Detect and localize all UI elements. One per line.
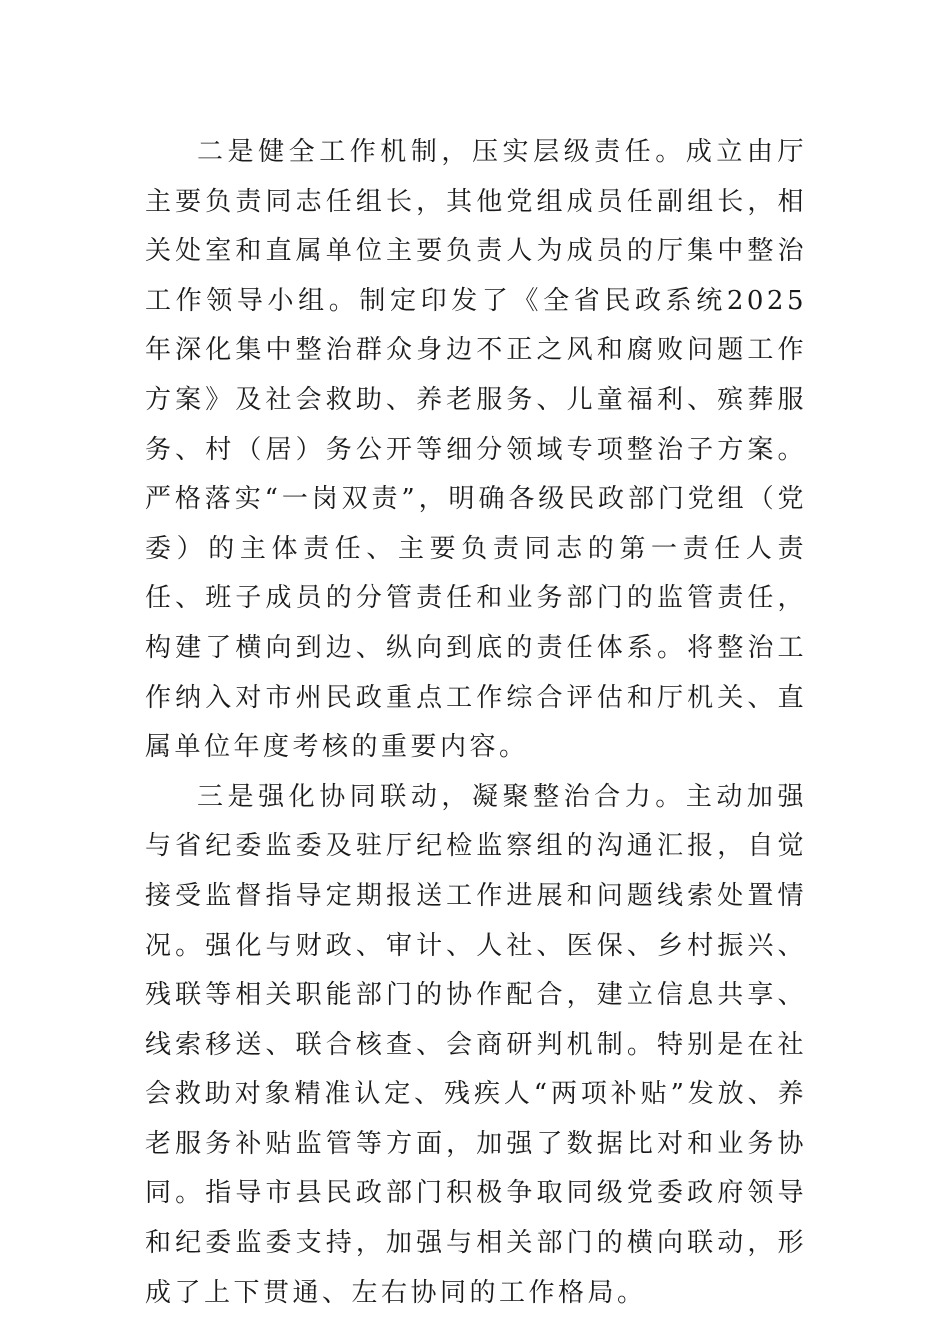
paragraph-coordination: 三是强化协同联动，凝聚整治合力。主动加强与省纪委监委及驻厅纪检监察组的沟通汇报，自觉接受监督指导定期报送工作进展和问题线索处置情况。强化与财政、审计、人社、医保、乡村振兴、残联等相关职能部门的协作配合，建立信息共享、线索移送、联合核查、会商研判机制。特别是在社会救助对象精准认定、残疾人“两项补贴”发放、养老服务补贴监管等方面，加强了数据比对和业务协同。指导市县民政部门积极争取同级党委政府领导和纪委监委支持，加强与相关部门的横向联动，形成了上下贯通、左右协同的工作格局。 [145, 781, 807, 1308]
paragraph-work-mechanism: 二是健全工作机制，压实层级责任。成立由厅主要负责同志任组长，其他党组成员任副组长，相关处室和直属单位主要负责人为成员的厅集中整治工作领导小组。制定印发了《全省民政系统2025年深化集中整治群众身边不正之风和腐败问题工作方案》及社会救助、养老服务、儿童福利、殡葬服务、村（居）务公开等细分领域专项整治子方案。严格落实“一岗双责”，明确各级民政部门党组（党委）的主体责任、主要负责同志的第一责任人责任、班子成员的分管责任和业务部门的监管责任，构建了横向到边、纵向到底的责任体系。将整治工作纳入对市州民政重点工作综合评估和厅机关、直属单位年度考核的重要内容。 [145, 137, 807, 763]
document-body [145, 128, 807, 1318]
